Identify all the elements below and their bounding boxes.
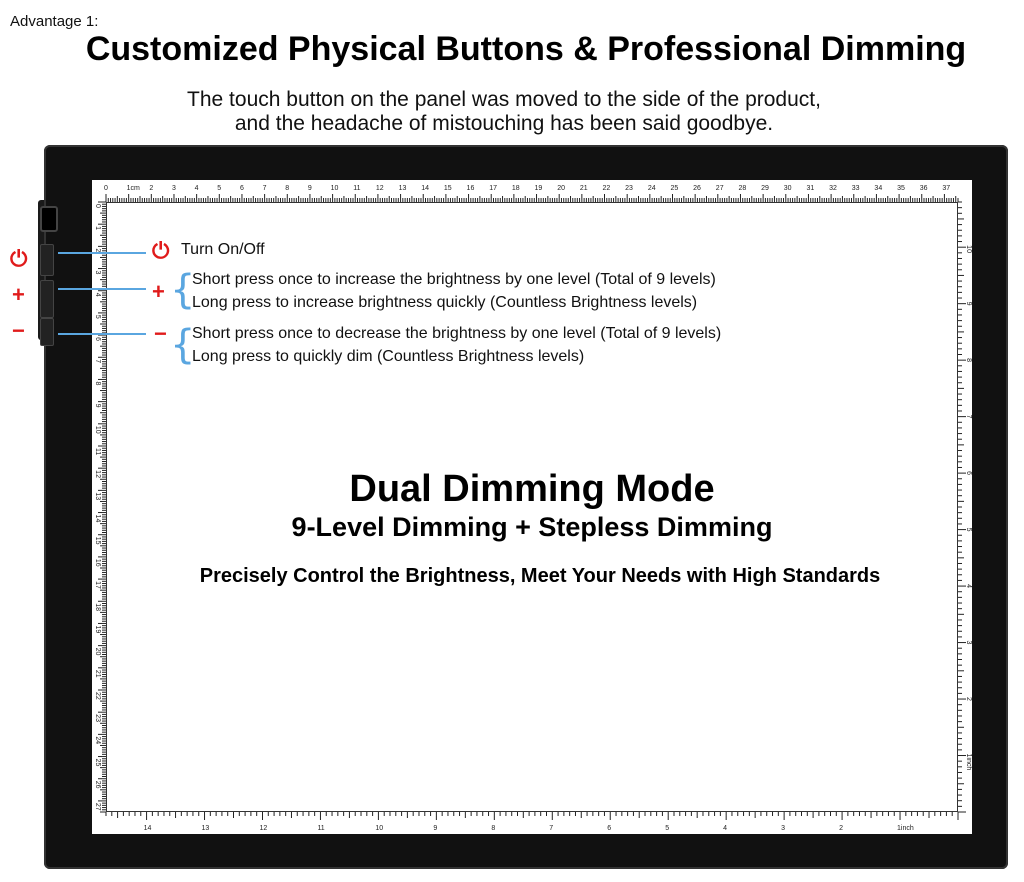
- plus-icon: +: [12, 282, 25, 307]
- svg-text:26: 26: [693, 185, 701, 192]
- minus-physical-button[interactable]: [40, 318, 54, 346]
- svg-text:8: 8: [491, 825, 496, 832]
- svg-text:24: 24: [647, 185, 656, 192]
- mode-description: Precisely Control the Brightness, Meet Your Needs with High Standards: [199, 565, 881, 587]
- svg-text:6: 6: [239, 185, 244, 192]
- power-icon: ⏻: [10, 246, 28, 271]
- svg-text:18: 18: [511, 185, 520, 192]
- svg-text:4: 4: [194, 185, 199, 192]
- svg-text:5: 5: [94, 314, 101, 319]
- svg-text:5: 5: [217, 185, 222, 192]
- svg-text:17: 17: [489, 185, 498, 192]
- plus-line-1: Short press once to increase the brightness by one level (Total of 9 levels): [192, 271, 716, 288]
- svg-text:26: 26: [94, 780, 101, 789]
- svg-text:20: 20: [94, 647, 101, 656]
- svg-text:10: 10: [375, 825, 384, 832]
- svg-text:19: 19: [94, 625, 101, 634]
- power-leader-line: [58, 252, 146, 254]
- svg-text:15: 15: [94, 536, 101, 545]
- svg-text:1inch: 1inch: [965, 753, 972, 771]
- svg-text:7: 7: [965, 414, 972, 419]
- svg-text:29: 29: [761, 185, 769, 192]
- svg-text:27: 27: [94, 802, 101, 811]
- svg-text:14: 14: [421, 185, 430, 192]
- svg-text:11: 11: [353, 185, 361, 192]
- plus-leader-line: [58, 288, 146, 290]
- svg-text:11: 11: [317, 825, 325, 832]
- minus-leader-line: [58, 333, 146, 335]
- svg-text:1: 1: [94, 226, 101, 231]
- svg-text:5: 5: [965, 527, 972, 532]
- svg-text:3: 3: [171, 185, 176, 192]
- svg-text:16: 16: [94, 558, 101, 567]
- svg-text:9: 9: [307, 185, 312, 192]
- mode-title: Dual Dimming Mode: [349, 468, 715, 510]
- svg-text:2: 2: [94, 248, 101, 253]
- svg-text:9: 9: [94, 403, 101, 408]
- mode-subtitle: 9-Level Dimming + Stepless Dimming: [291, 512, 773, 542]
- svg-text:18: 18: [94, 603, 101, 612]
- svg-text:14: 14: [94, 514, 101, 523]
- svg-text:10: 10: [330, 185, 339, 192]
- minus-annotation-icon: −: [154, 321, 167, 346]
- svg-text:24: 24: [94, 736, 101, 745]
- power-annotation-icon: ⏻: [152, 238, 170, 263]
- svg-text:30: 30: [783, 185, 792, 192]
- minus-icon: −: [12, 318, 25, 343]
- svg-text:22: 22: [602, 185, 611, 192]
- svg-text:21: 21: [579, 185, 588, 192]
- svg-text:3: 3: [94, 270, 101, 275]
- subtitle-line-1: The touch button on the panel was moved to the side of the product,: [187, 88, 821, 111]
- svg-text:23: 23: [94, 714, 101, 722]
- svg-text:13: 13: [398, 185, 407, 192]
- subtitle-line-2: and the headache of mistouching has been said goodbye.: [234, 112, 774, 135]
- svg-text:21: 21: [94, 669, 101, 678]
- usb-port: [40, 206, 58, 232]
- svg-text:34: 34: [874, 185, 883, 192]
- svg-text:25: 25: [94, 758, 101, 767]
- svg-text:9: 9: [433, 825, 438, 832]
- svg-text:12: 12: [94, 470, 101, 478]
- minus-brace: {: [170, 322, 196, 368]
- svg-text:8: 8: [965, 358, 972, 363]
- power-annotation-label: Turn On/Off: [181, 241, 265, 258]
- svg-text:6: 6: [965, 471, 972, 476]
- svg-text:10: 10: [94, 425, 101, 434]
- svg-text:20: 20: [557, 185, 565, 192]
- svg-text:15: 15: [443, 185, 452, 192]
- svg-text:6: 6: [94, 337, 101, 341]
- svg-text:33: 33: [851, 185, 860, 192]
- power-physical-button[interactable]: [40, 244, 54, 276]
- svg-text:8: 8: [285, 185, 290, 192]
- headline: Customized Physical Buttons & Professional Dimming: [85, 30, 967, 68]
- svg-text:0: 0: [94, 204, 101, 208]
- svg-text:4: 4: [965, 584, 972, 588]
- svg-text:27: 27: [715, 185, 724, 192]
- svg-text:17: 17: [94, 581, 101, 589]
- svg-text:10: 10: [965, 245, 972, 253]
- svg-text:4: 4: [94, 292, 101, 297]
- svg-text:1cm: 1cm: [126, 185, 140, 192]
- plus-physical-button[interactable]: [40, 280, 54, 318]
- minus-line-2: Long press to quickly dim (Countless Brightness levels): [192, 348, 585, 365]
- svg-text:6: 6: [607, 825, 612, 832]
- svg-text:9: 9: [965, 301, 972, 306]
- svg-text:32: 32: [829, 185, 837, 192]
- plus-annotation-icon: +: [152, 279, 165, 304]
- svg-text:11: 11: [94, 448, 101, 456]
- svg-text:0: 0: [104, 185, 108, 192]
- svg-text:25: 25: [670, 185, 679, 192]
- svg-text:3: 3: [965, 640, 972, 645]
- svg-text:31: 31: [806, 185, 815, 192]
- svg-text:2: 2: [965, 697, 972, 701]
- svg-text:16: 16: [466, 185, 475, 192]
- advantage-label: Advantage 1:: [10, 13, 99, 30]
- svg-text:12: 12: [375, 185, 384, 192]
- svg-text:12: 12: [259, 825, 268, 832]
- svg-text:13: 13: [94, 492, 101, 501]
- svg-text:1inch: 1inch: [897, 825, 914, 832]
- svg-text:37: 37: [942, 185, 951, 192]
- svg-text:7: 7: [262, 185, 267, 192]
- svg-text:4: 4: [723, 825, 728, 832]
- svg-text:7: 7: [94, 359, 101, 364]
- svg-text:2: 2: [839, 825, 843, 832]
- minus-line-1: Short press once to decrease the brightness by one level (Total of 9 levels): [192, 325, 722, 342]
- svg-text:19: 19: [534, 185, 543, 192]
- svg-text:7: 7: [549, 825, 554, 832]
- plus-line-2: Long press to increase brightness quickly (Countless Brightness levels): [192, 294, 698, 311]
- subtitle: [0, 88, 1008, 136]
- svg-text:28: 28: [738, 185, 747, 192]
- svg-text:8: 8: [94, 381, 101, 386]
- svg-text:14: 14: [143, 825, 152, 832]
- svg-text:35: 35: [897, 185, 905, 192]
- svg-text:36: 36: [919, 185, 928, 192]
- svg-text:5: 5: [665, 825, 670, 832]
- svg-text:3: 3: [781, 825, 786, 832]
- plus-brace: {: [170, 267, 196, 313]
- svg-text:22: 22: [94, 692, 101, 700]
- svg-text:23: 23: [625, 185, 633, 192]
- svg-text:2: 2: [149, 185, 154, 192]
- svg-text:13: 13: [201, 825, 210, 832]
